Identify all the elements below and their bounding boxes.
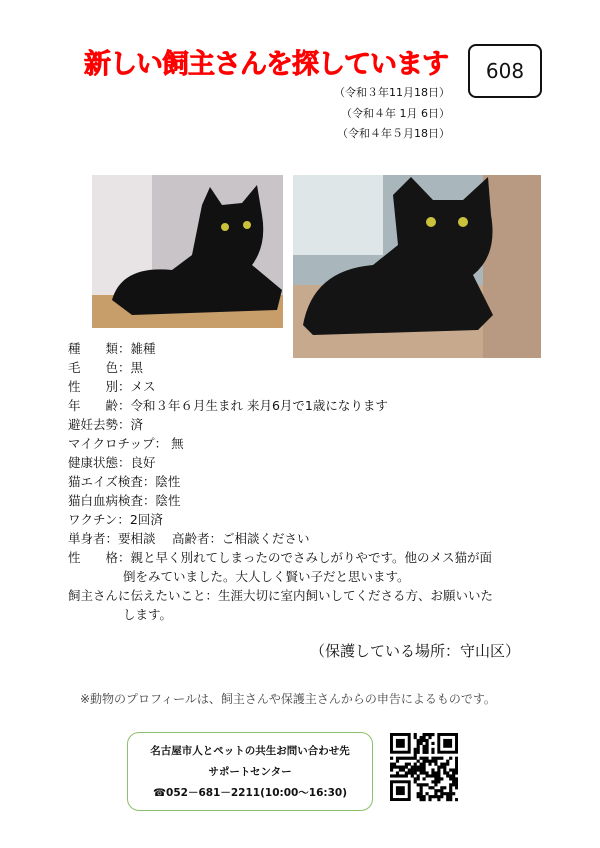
profile-vaccine: ワクチン：2回済: [68, 512, 163, 527]
cat-photo-2: [293, 175, 541, 358]
contact-box: [127, 732, 373, 811]
shelter-location: （保護している場所：守山区）: [309, 642, 520, 660]
message-line-1: 飼主さんに伝えたいこと：生涯大切に室内飼いしてくださる方、お願いいた: [68, 588, 494, 603]
profile-single-elderly: 単身者：要相談 高齢者：ご相談ください: [68, 531, 310, 546]
profile-list: [68, 339, 493, 624]
id-number-box: 608: [468, 44, 542, 98]
message-line-2: します。: [123, 607, 173, 622]
personality-line-2: 倒をみていました。大人しく賢い子だと思います。: [123, 569, 410, 584]
contact-org: 名古屋市人とペットの共生お問い合わせ先: [150, 745, 350, 757]
profile-sex: 性 別：メス: [68, 379, 156, 394]
profile-health: 健康状態：良好: [68, 455, 156, 470]
contact-center: サポートセンター: [208, 766, 292, 778]
contact-phone[interactable]: ☎052－681－2211(10:00～16:30): [152, 787, 348, 799]
date-1: （令和３年11月18日）: [334, 86, 450, 99]
date-3: （令和４年５月18日）: [337, 127, 450, 140]
profile-color: 毛 色：黒: [68, 360, 144, 375]
profile-felv: 猫白血病検査：陰性: [68, 493, 181, 508]
profile-type: 種 類：雑種: [68, 341, 156, 356]
cat-photo-1: [92, 175, 283, 328]
profile-fiv: 猫エイズ検査：陰性: [68, 474, 181, 489]
date-2: （令和４年 1月 6日）: [341, 107, 450, 120]
profile-neuter: 避妊去勢：済: [68, 417, 144, 432]
qr-code-icon[interactable]: [390, 733, 458, 807]
personality-line-1: 性 格：親と早く別れてしまったのでさみしがりやです。他のメス猫が面: [68, 550, 493, 565]
page-title: 新しい飼主さんを探しています: [84, 49, 448, 80]
profile-age: 年 齢：令和３年６月生まれ 来月6月で1歳になります: [68, 398, 388, 413]
profile-disclaimer: ※動物のプロフィールは、飼主さんや保護主さんからの申告によるものです。: [80, 692, 496, 706]
profile-microchip: マイクロチップ： 無: [68, 436, 184, 451]
